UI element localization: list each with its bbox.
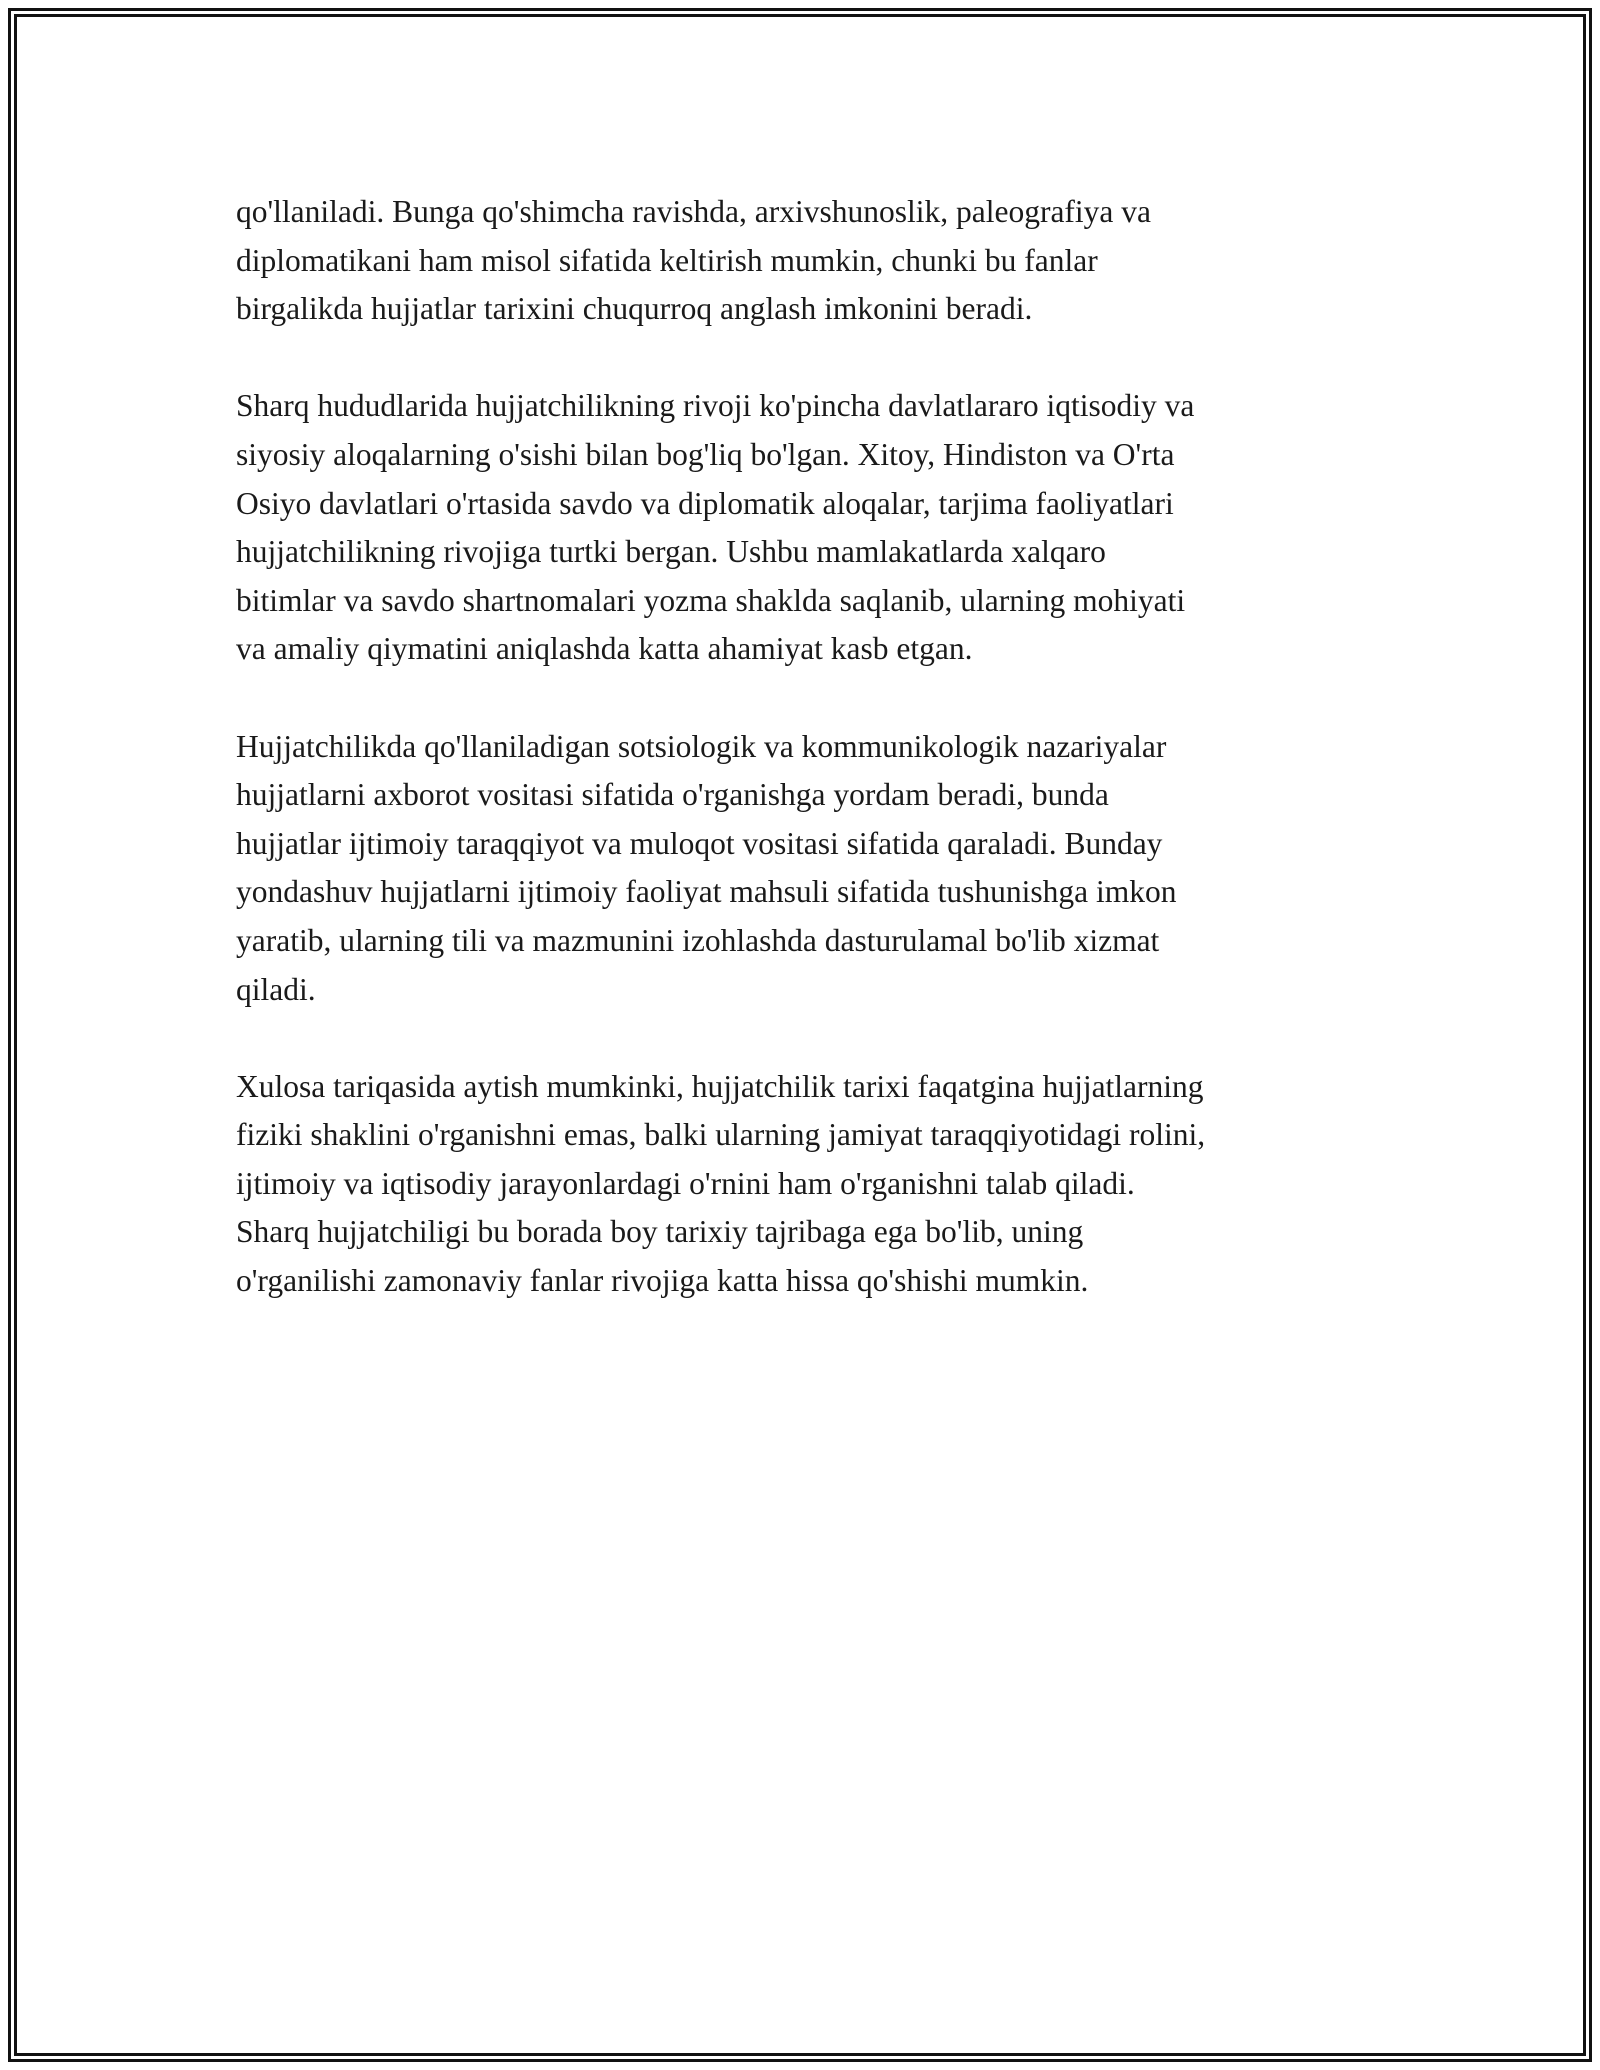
- paragraph-1: qo'llaniladi. Bunga qo'shimcha ravishda, arxivshunoslik, paleografiya va diplomatikani ham misol sifatida keltirish mumkin, chunki bu fanlar birgalikda hujjatlar tarixini chuqurroq anglash imkonini beradi.: [236, 194, 1152, 327]
- paragraph-4: Xulosa tariqasida aytish mumkinki, hujjatchilik tarixi faqatgina hujjatlarning fiziki shaklini o'rganishni emas, balki ularning jamiyat taraqqiyotidagi rolini, ijtimoiy va iqtisodiy jarayonlardagi o'rnini ham o'rganishni talab qiladi. Sharq hujjatchiligi bu borada boy tarixiy tajribaga ega bo'lib, uning o'rganilishi zamonaviy fanlar rivojiga katta hissa qo'shishi mumkin.: [236, 1068, 1206, 1299]
- document-body: [236, 188, 1376, 1354]
- paragraph-3: Hujjatchilikda qo'llaniladigan sotsiologik va kommunikologik nazariyalar hujjatlarni axborot vositasi sifatida o'rganishga yordam beradi, bunda hujjatlar ijtimoiy taraqqiyot va muloqot vositasi sifatida qaraladi. Bunday yondashuv hujjatlarni ijtimoiy faoliyat mahsuli sifatida tushunishga imkon yaratib, ularning tili va mazmunini izohlashda dasturulamal bo'lib xizmat qiladi.: [236, 728, 1177, 1007]
- paragraph-2: Sharq hududlarida hujjatchilikning rivoji ko'pincha davlatlararo iqtisodiy va siyosiy aloqalarning o'sishi bilan bog'liq bo'lgan. Xitoy, Hindiston va O'rta Osiyo davlatlari o'rtasida savdo va diplomatik aloqalar, tarjima faoliyatlari hujjatchilikning rivojiga turtki bergan. Ushbu mamlakatlarda xalqaro bitimlar va savdo shartnomalari yozma shaklda saqlanib, ularning mohiyati va amaliy qiymatini aniqlashda katta ahamiyat kasb etgan.: [236, 388, 1195, 667]
